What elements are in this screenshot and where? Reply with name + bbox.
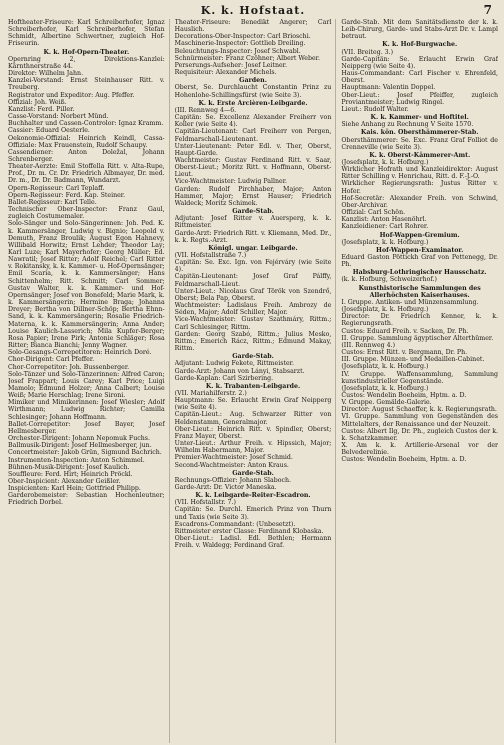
entry-paragraph: X. Am k. k. Artillerie-Arsenal vor der Belvederelinie. bbox=[341, 442, 499, 457]
entry-paragraph: Ober-Inspicient: Alexander Geißler. bbox=[8, 478, 121, 485]
entry-paragraph: Lieut.: Rudolf Walter. bbox=[341, 105, 409, 113]
entry-paragraph: Haus-Commandant: Carl Fischer v. Ehrenfeld, Oberst. bbox=[341, 70, 499, 85]
entry-paragraph: Oberst, Se. Durchlaucht Constantin Prinz zu Hohenlohe-Schillingsfürst (wie Seite 3). bbox=[174, 84, 332, 99]
entry-paragraph: Ober-Lieut.: Josef Pfeiffer, zugleich Proviantmeister; Ludwig Ringel. bbox=[341, 91, 499, 106]
entry-paragraph: Wirklicher Hofrath und Kanzleidirektor: August Ritter Schilling v. Henrichau, Ritt. d. F.-J.-O. bbox=[341, 166, 499, 181]
entry-paragraph: Instrumenten-Inspection: Anton Schimmel. bbox=[8, 456, 145, 464]
entry-paragraph: Garde-Arzt: Dr. Victor Maneska. bbox=[174, 484, 277, 491]
entry-paragraph: Chor-Dirigent: Carl Pfeffer. bbox=[8, 356, 95, 364]
entry-paragraph: Souffleure: Ferd. Hirt; Heinrich Pröckl. bbox=[8, 470, 133, 478]
column-right bbox=[341, 19, 498, 743]
entry-paragraph: Garde-Capitän: Se. Erlaucht Erwin Graf Neipperg (wie Seite 4). bbox=[341, 55, 499, 70]
page-header bbox=[8, 4, 498, 18]
entry-paragraph: Unter-Lieutenant: Peter Edl. v. Ther, Oberst, Haupt-Garde. bbox=[174, 142, 332, 157]
section-heading: Garde-Stab. bbox=[232, 469, 274, 477]
entry-paragraph: Perserungs-Aufseher: Josef Leitner. bbox=[174, 61, 287, 69]
entry-paragraph: Unter-Lieut.: Nicolaus Graf Török von Szendrő, Oberst; Bela Pap, Oberst. bbox=[174, 287, 332, 302]
entry-paragraph: Ober-Lieut.: Ladisl. Edl. Bethlen; Hermann Freih. v. Waldegg; Ferdinand Graf. bbox=[174, 535, 332, 550]
entry-paragraph: Kanzleidiener: Carl Rohrer. bbox=[341, 223, 429, 231]
entry-paragraph: III. Gruppe. Münzen- und Medaillen-Cabinet. bbox=[341, 356, 485, 364]
entry-paragraph: Garde-Arzt: Friedrich Ritt. v. Kliemann, Med. Dr., k. k. Regts.-Arzt. bbox=[174, 229, 332, 244]
column-left bbox=[8, 19, 170, 743]
entry-paragraph: Mimiker und Mimikerinnen: Josef Wiesler; Adolf Wirthmann; Ludwig Richter; Camilla Schlesinger; Johann Hoffmann. bbox=[8, 399, 165, 421]
entry-paragraph: Kanzlei-Vorstand: Ernst Steinhauser Ritt. v. Treuberg. bbox=[8, 77, 165, 92]
entry-paragraph: Theater-Friseure: Benedikt Angerer; Carl Hauslich. bbox=[174, 19, 332, 34]
entry-paragraph: Garde-Arzt: Johann von Lányi, Stabsarzt. bbox=[174, 367, 305, 375]
section-heading: K. k. Trabanten-Leibgarde. bbox=[205, 382, 301, 390]
entry-paragraph: Ballet-Correpetitor: Josef Bayer, Josef Hellmesberger. bbox=[8, 420, 165, 435]
entry-paragraph: (VII. Hofstallstr. 7.) bbox=[174, 499, 236, 507]
section-heading: K. k. Hof-Burgwache. bbox=[382, 41, 458, 49]
entry-paragraph: Hof-Secretär: Alexander Freih. von Schwind, Ober-Archivar. bbox=[341, 194, 499, 209]
entry-paragraph: Hauptmann: Se. Erlaucht Erwin Graf Neipperg (wie Seite 4). bbox=[174, 397, 332, 412]
entry-paragraph: Ballet-Regisseur: Karl Telle. bbox=[8, 198, 97, 206]
entry-paragraph: Siehe Anhang zu Rechnung V Seite 1570. bbox=[341, 121, 474, 129]
entry-paragraph: Second-Wachtmeister: Anton Kraus. bbox=[174, 461, 289, 469]
entry-paragraph: Garden: Georg Szabó, Rittm.; Julius Mesko, Rittm.; Emerich Rácz, Rittm.; Edmund Makay, Rittm. bbox=[174, 330, 332, 353]
entry-paragraph: Bühnen-Musik-Dirigent: Josef Kaulich. bbox=[8, 463, 130, 471]
entry-paragraph: (Josefsplatz, k. k. Hofburg.) bbox=[341, 384, 429, 392]
entry-paragraph: I. Gruppe. Antiken- und Münzensammlung. bbox=[341, 298, 479, 306]
section-heading: Hof-Wappen-Gremium. bbox=[379, 231, 460, 239]
entry-paragraph: II. Gruppe. Sammlung ägyptischer Alterthümer. bbox=[341, 334, 494, 342]
section-heading: Kunsthistorische Sammlungen des Allerhöchsten Kaiserhauses. bbox=[358, 284, 481, 299]
section-heading: Garde-Stab. bbox=[232, 353, 274, 361]
entry-paragraph: (k. k. Hofburg, Schweizerhof.) bbox=[341, 276, 437, 284]
entry-paragraph: Custos: Albert Ilg, Dr. Ph., zugleich Custos der k. k. Schatzkammer. bbox=[341, 427, 499, 442]
section-heading: Garde-Stab. bbox=[232, 208, 274, 216]
section-heading: Kais. kön. Obersthämmerer-Stab. bbox=[360, 129, 479, 137]
entry-paragraph: (Josefsplatz, k. k. Hofburg.) bbox=[341, 158, 429, 166]
entry-paragraph: (VII. Hofstallstraße 7.) bbox=[174, 252, 247, 259]
section-heading: Garden. bbox=[239, 77, 267, 85]
entry-paragraph: Offizial: Joh. Weiß. bbox=[8, 98, 67, 106]
entry-paragraph: Hauptmann: Valentin Doppel. bbox=[341, 84, 436, 92]
entry-paragraph: Inspicienten: Karl Hein; Gottfried Philipp. bbox=[8, 485, 141, 493]
entry-paragraph: Eduard Gaston Pöttickh Graf von Pettenegg, Dr. Ph. bbox=[341, 254, 499, 269]
entry-paragraph: Adjutant: Ludwig Fekete, Rittmeister. bbox=[174, 360, 294, 368]
entry-paragraph: Cassier: Eduard Oesterle. bbox=[8, 127, 90, 135]
entry-paragraph: Schnürmeister: Franz Czöhner; Albert Weber. bbox=[174, 54, 320, 62]
entry-paragraph: Ober-Lieut.: Heinrich Ritt. v. Spindler, Oberst; Franz Mayer, Oberst. bbox=[174, 425, 332, 440]
entry-paragraph: Wirklicher Regierungsrath: Justus Ritter v. Hofer. bbox=[341, 180, 499, 195]
entry-paragraph: Casse-Vorstand: Norbert Münd. bbox=[8, 113, 109, 121]
entry-paragraph: Capitän: Se. Durchl. Emerich Prinz von Thurn und Taxis (wie Seite 3). bbox=[174, 506, 332, 521]
entry-paragraph: (Josefsplatz, k. k. Hofburg.) bbox=[341, 306, 429, 314]
entry-paragraph: Ballmusik-Dirigent: Josef Hellmesberger, jun. bbox=[8, 442, 152, 450]
entry-paragraph: Cassendiener: Anton Doležal, Johann Schrenberger. bbox=[8, 148, 165, 163]
entry-paragraph: Custos: Wendelin Boeheim, Hptm. a. D. bbox=[341, 391, 467, 399]
entry-paragraph: Decorations-Ober-Inspector: Carl Brioschi. bbox=[174, 33, 311, 41]
column-middle bbox=[175, 19, 337, 743]
entry-paragraph: Beleuchtungs-Inspector: Josef Schwabl. bbox=[174, 47, 301, 55]
entry-paragraph: Adjutant: Josef Ritter v. Auersperg, k. k. Rittmeister. bbox=[174, 215, 332, 230]
entry-paragraph: Capitän-Lieut.: Aug. Schwarzer Ritter von Heldenstamm, Generalmajor. bbox=[174, 411, 332, 426]
entry-paragraph: Obersthämmerer: Se. Exc. Franz Graf Folliot de Crenneville (wie Seite 3). bbox=[341, 136, 499, 151]
entry-paragraph: Technischer Ober-Inspector: Franz Gaul, zugleich Costumemaler. bbox=[8, 206, 165, 221]
entry-paragraph: Garderobemeister: Sebastian Hochenleutner; Friedrich Dorbel. bbox=[8, 492, 165, 507]
entry-paragraph: Registrator und Expeditor: Aug. Pfeffer. bbox=[8, 91, 135, 99]
entry-paragraph: Kanzlist: Ferd. Piller. bbox=[8, 105, 75, 113]
section-heading: K. k. Leibgarde-Reiter-Escadron. bbox=[195, 492, 311, 500]
entry-paragraph: VI. Gruppe. Sammlung von Gegenständen des Mittelalters, der Renaissance und der Neuzeit. bbox=[341, 413, 499, 428]
entry-paragraph: Wachtmeister: Gustav Ferdinand Ritt. v. Saar, Oberst-Lieut.; Moritz Ritt. v. Hoffmann, Oberst-Lieut. bbox=[174, 156, 332, 179]
entry-paragraph: (III. Rennweg 4.) bbox=[341, 341, 396, 349]
section-heading: K. k. Oberst-Kämmerer-Amt. bbox=[369, 151, 471, 159]
entry-paragraph: Concertmeister: Jakob Grün, Sigmund Bachrich. bbox=[8, 449, 162, 457]
entry-paragraph: Vice-Wachtmeister: Ludwig Pallner. bbox=[174, 178, 287, 186]
entry-paragraph: V. Gruppe. Gemälde-Galerie. bbox=[341, 399, 432, 407]
entry-paragraph: Custos: Eduard Freih. v. Sacken, Dr. Ph. bbox=[341, 327, 469, 335]
entry-paragraph: Opern-Regisseur: Carl Teplaff. bbox=[8, 184, 105, 192]
section-heading: K. k. Erste Arcièren-Leibgarde. bbox=[198, 99, 308, 107]
entry-paragraph: Capitän: Se. Excellenz Alexander Freiherr von Koller (wie Seite 4). bbox=[174, 114, 332, 129]
entry-paragraph: Unter-Lieut.: Arthur Freih. v. Hipssich, Major; Wilhelm Habermann, Major. bbox=[174, 440, 332, 455]
entry-paragraph: Hoftheater-Friseure: Karl Schreiberhofer, Ignaz Schreiberhofer, Karl Schreiberhofer, Stefan Schmidt, Albertine Schwertner, zugleich Hof-Friseurin. bbox=[8, 19, 165, 48]
page-title: K. k. Hofstaat. bbox=[200, 4, 306, 17]
entry-paragraph: Director: August Schaeffer, k. k. Regierungsrath. bbox=[341, 406, 497, 414]
entry-paragraph: Orchester-Dirigent: Johann Nepomuk Fuchs. bbox=[8, 435, 150, 443]
entry-paragraph: IV. Gruppe. Waffensammlung, Sammlung kunstindustrieller Gegenstände. bbox=[341, 370, 499, 385]
entry-paragraph: Oekonomie-Offizial: Heinrich Keindl, Cassa-Offiziale: Max Frauenstein, Rudolf Schaupy. bbox=[8, 134, 165, 149]
entry-paragraph: Solo-Tänzer und Solo-Tänzerinnen: Alfred Caron; Josef Frappart; Louis Carey; Karl Price; Luigi Mamolo; Edmund Holzer; Anna Calbert; Louise Weiß; Marie Herschlag; Irene Sironi. bbox=[8, 370, 165, 400]
entry-paragraph: Garde-Stab. Mit dem Sanitätsdienste der k. k. Leib-Chirurg, Garde- und Stabs-Arzt Dr. v. Lampl betraut. bbox=[341, 19, 499, 41]
entry-paragraph: Capitän: Se. Exc. Ign. von Fejérváry (wie Seite 4). bbox=[174, 259, 332, 274]
entry-paragraph: Solo-Gesangs-Correpetitoren: Heinrich Doré. bbox=[8, 349, 152, 357]
entry-paragraph: (Josefsplatz, k. k. Hofburg.) bbox=[341, 363, 429, 371]
entry-paragraph: Custos: Ernst Ritt. v. Bergmann, Dr. Ph. bbox=[341, 349, 468, 357]
entry-paragraph: (VII. Breiteg. 3.) bbox=[341, 48, 394, 56]
section-heading: Königl. ungar. Leibgarde. bbox=[208, 244, 298, 252]
text-columns bbox=[8, 19, 498, 743]
section-heading: K. k. Hof-Opern-Theater. bbox=[43, 48, 130, 56]
entry-paragraph: Director: Dr. Friedrich Kenner, k. k. Regierungsrath. bbox=[341, 313, 499, 328]
entry-paragraph: Rechnungs-Offizier: Johann Slaboch. bbox=[174, 476, 291, 484]
section-heading: Habsburg-Lothringischer Hausschatz. bbox=[352, 269, 487, 277]
entry-paragraph: Custos: Wendelin Boeheim, Hptm. a. D. bbox=[341, 456, 467, 464]
entry-paragraph: (Josefsplatz, k. k. Hofburg.) bbox=[341, 238, 429, 246]
entry-paragraph: Opern-Regisseur: Ferd. Kap. Steiner. bbox=[8, 191, 126, 199]
entry-paragraph: Kanzlist: Anton Hasenöhrl. bbox=[341, 216, 427, 224]
entry-paragraph: Garde-Kaplan: Carl Szirbering. bbox=[174, 374, 274, 382]
entry-paragraph: Wachtmeister: Ladislaus Freih. Ambrozy de Séden, Major; Adolf Schiller, Major. bbox=[174, 302, 332, 317]
entry-paragraph: (III. Rennweg 4—6. bbox=[174, 106, 237, 114]
entry-paragraph: Garden: Rudolf Pirchhaber, Major; Anton Hammer, Major; Ernst Hauser; Friedrich Waldeck; Moritz Schimek. bbox=[174, 185, 332, 207]
entry-paragraph: Vice-Wachtmeister: Gustav Szathmáry, Rittm.; Carl Schlesinger, Rittm. bbox=[174, 316, 332, 331]
entry-paragraph: Rittmeister erster Classe: Ferdinand Klobaska. bbox=[174, 527, 324, 535]
page-number: 7 bbox=[483, 3, 492, 17]
entry-paragraph: Buchhalter und Cassen-Controlor: Ignaz Kramm. bbox=[8, 120, 164, 128]
entry-paragraph: Opernring 2, Direktions-Kanzlei: Kärnthnerstraße 44. bbox=[8, 55, 165, 70]
entry-paragraph: Solo-Sänger und Solo-Sängerinnen: Joh. Ped. K. k. Kammersänger, Ludwig v. Bignio; Leopold v. Demuth, Franz Broulik; August Egon Hahnevy, Willibald Horwitz; Ernst Lehder; Theodor Lay; Karl Luze; Karl Mayerhofer; Georg Müller; Ed. Nawratil; Josef Ritter; Adolf Reichel; Carl Ritter v. Rokitansky, k. k. Kammer- u. Hof-Opernsänger; Emil Scaria, k. k. Kammersänger; Hans Schittenhelm; Ritt. Schmitt; Carl Sommer; Gustav Walter, k. k. Kammer- und Hof-Opernsänger; Josef von Bonefeld; Marie Mark, k. k. Kammersängerin; Hermine Braga; Johanna Dreyer; Bertha von Dillner-Schöp; Bertha Ehnn-Sand, k. k. Kammersängerin; Rosalie Friedrich-Materna, k. k. Kammersängerin; Anna Ander; Louise Kaulich-Lasserich; Mila Kupfer-Berger; Rosa Papier; Irene Pirk; Antonie Schläger; Rosa Ritter; Bianca Bianchi; Jenny Wagner. bbox=[8, 220, 165, 350]
entry-paragraph: Premier-Wachtmeister: Josef Schmid. bbox=[174, 454, 293, 462]
entry-paragraph: Escadrons-Commandant: (Unbesetzt). bbox=[174, 520, 296, 528]
entry-paragraph: Requisiteur: Alexander Michels. bbox=[174, 69, 277, 77]
entry-paragraph: Direktor: Wilhelm Jahn. bbox=[8, 70, 84, 78]
entry-paragraph: Capitän-Lieutenant: Carl Freiherr von Pergen, Feldmarschall-Lieutenant. bbox=[174, 128, 332, 143]
section-heading: K. k. Kammer- und Hoftitel. bbox=[370, 114, 469, 122]
entry-paragraph: Maschinerie-Inspector: Gottlieb Dreiling. bbox=[174, 40, 306, 48]
entry-paragraph: Offizial: Carl Schön. bbox=[341, 209, 406, 217]
section-heading: Hof-Wappen-Examinator. bbox=[376, 246, 464, 254]
entry-paragraph: Theater-Aerzte: Emil Stoffella Ritt. v. Alta-Rupe, Prof., Dr. m. Cr. Dr. Friedrich Albmayer, Dr. med. Dr. m., Dr. Dr. Badmann, Wundarzt. bbox=[8, 163, 165, 185]
entry-paragraph: Chor-Correpetitor: Joh. Bussenberger. bbox=[8, 363, 130, 371]
entry-paragraph: Capitän-Lieutenant: Josef Graf Pálffy, Feldmarschall-Lieut. bbox=[174, 273, 332, 288]
entry-paragraph: (VII. Mariahilferstr. 2.) bbox=[174, 389, 247, 397]
